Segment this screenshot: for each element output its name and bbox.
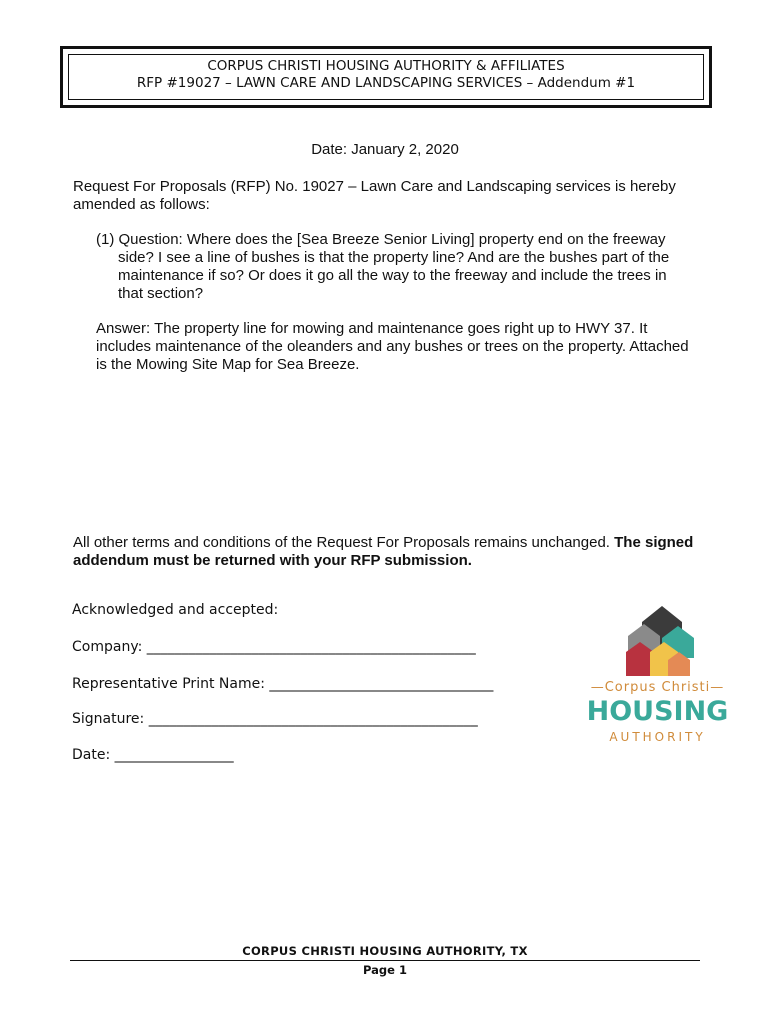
terms-bold-text: addendum must be returned with your RFP submission. (73, 552, 472, 569)
houses-icon (580, 600, 735, 680)
signature-field[interactable]: Signature: _______________________________________________ (72, 711, 478, 727)
logo-housing-text: HOUSING (586, 696, 729, 727)
footer-divider (70, 960, 700, 961)
header-box-outer (60, 46, 712, 108)
question-line: maintenance if so? Or does it go all the way to the freeway and include the trees in (118, 267, 667, 284)
question-line: that section? (118, 285, 204, 302)
header-org-line: CORPUS CHRISTI HOUSING AUTHORITY & AFFILIATES (207, 58, 565, 74)
answer-line: Answer: The property line for mowing and maintenance goes right up to HWY 37. It (96, 320, 648, 337)
answer-paragraph (96, 320, 708, 374)
page-number: Page 1 (363, 963, 407, 977)
answer-line: is the Mowing Site Map for Sea Breeze. (96, 356, 360, 373)
header-box (68, 54, 704, 100)
header-rfp-line: RFP #19027 – LAWN CARE AND LANDSCAPING SERVICES – Addendum #1 (136, 75, 636, 91)
question-line: (1) Question: Where does the [Sea Breeze Senior Living] property end on the freeway (96, 231, 666, 248)
intro-paragraph (73, 178, 713, 214)
footer-organization: CORPUS CHRISTI HOUSING AUTHORITY, TX (242, 944, 528, 958)
logo-authority-text: AUTHORITY (609, 730, 706, 744)
intro-line: amended as follows: (73, 196, 210, 213)
question-paragraph (96, 231, 706, 303)
company-field[interactable]: Company: _______________________________________________ (72, 639, 476, 655)
answer-line: includes maintenance of the oleanders and any bushes or trees on the property. Attached (96, 338, 689, 355)
document-date: Date: January 2, 2020 (311, 141, 459, 158)
logo-corpus-christi-text: —Corpus Christi— (590, 680, 725, 695)
intro-line: Request For Proposals (RFP) No. 19027 – Lawn Care and Landscaping services is hereby (73, 178, 676, 195)
terms-paragraph (73, 534, 713, 570)
question-line: side? I see a line of bushes is that the property line? And are the bushes part of the (118, 249, 670, 266)
terms-text: All other terms and conditions of the Request For Proposals remains unchanged. (73, 534, 610, 551)
date-field[interactable]: Date: _________________ (72, 747, 234, 763)
housing-authority-logo (580, 600, 735, 750)
representative-name-field[interactable]: Representative Print Name: ________________________________ (72, 676, 494, 692)
acknowledged-label: Acknowledged and accepted: (72, 602, 279, 618)
terms-bold-text: The signed (614, 534, 694, 551)
